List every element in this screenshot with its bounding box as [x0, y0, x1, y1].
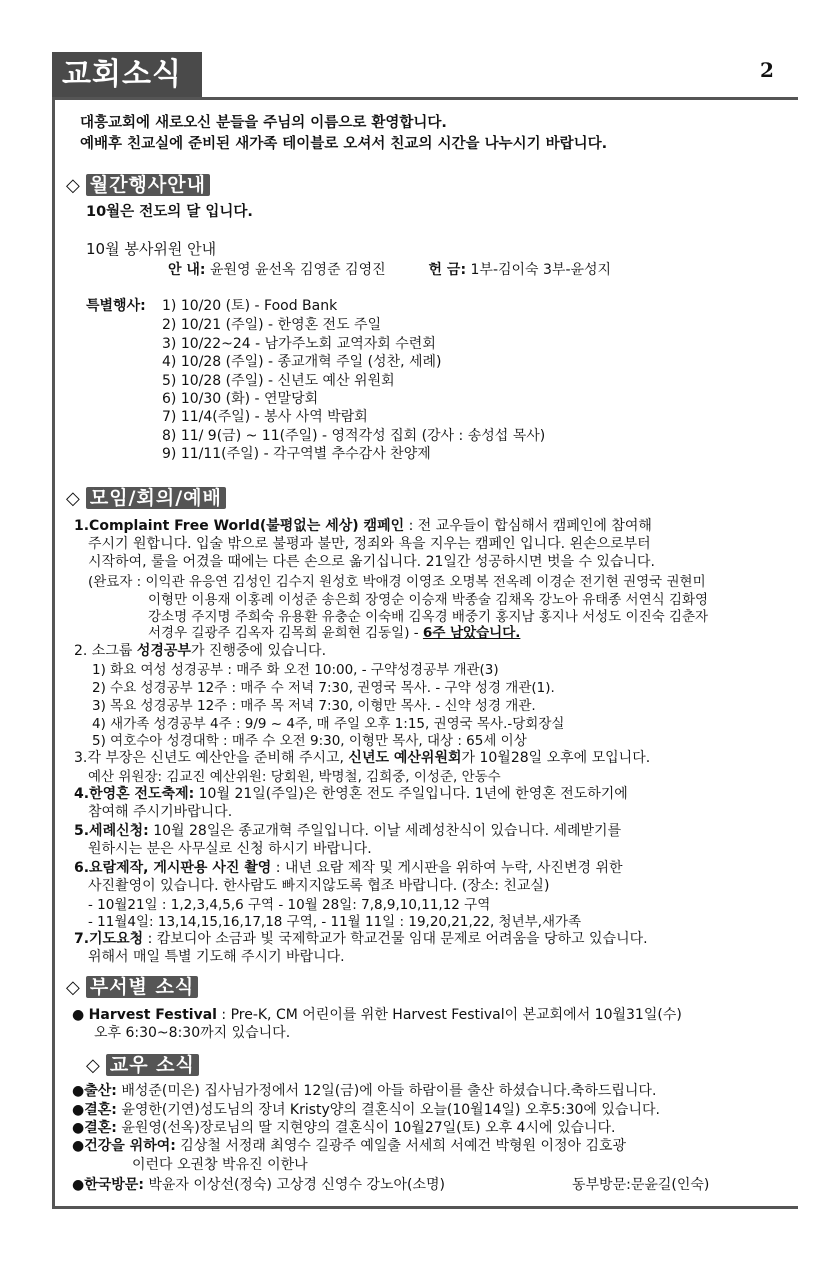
health-bold: 건강을 위하여: — [84, 1138, 176, 1154]
offering-names: 1부-김이숙 3부-윤성지 — [470, 262, 612, 278]
completers-names: 서경우 길광주 김옥자 김목희 윤희현 김동일) - — [148, 625, 423, 641]
wedding-bold: 결혼: — [84, 1102, 117, 1118]
completers-line-3: 강소명 주지명 주희숙 유용환 유충순 이숙배 김옥경 배중기 홍지남 홍지나 서성도 이진숙 김춘자 — [148, 609, 709, 625]
harvest-text: : Pre-K, CM 어린이를 위한 Harvest Festival이 본교회에서 10월31일(수) — [216, 1007, 682, 1023]
evangelism-bold: 4.한영혼 전도축제: — [74, 786, 195, 802]
page-title: 교회소식 — [52, 52, 202, 97]
harvest-bold: Harvest Festival — [88, 1007, 217, 1023]
birth-bold: 출산: — [84, 1083, 117, 1099]
volunteer-line — [168, 259, 611, 279]
wedding-text: 윤영한(기연)성도님의 장녀 Kristy양의 결혼식이 오늘(10월14일) 오후5:30에 있습니다. — [116, 1102, 660, 1118]
cfw-line-3: 시작하여, 룰을 어겼을 때에는 다른 손으로 옮기십니다. 21일간 성공하시면 벗을 수 있습니다. — [88, 554, 655, 570]
welcome-line-1: 대흥교회에 새로오신 분들을 주님의 이름으로 환영합니다. — [80, 115, 447, 131]
cfw-text: : 전 교우들이 합심해서 캠페인에 참여해 — [404, 518, 652, 534]
wedding-line-1 — [72, 1099, 660, 1119]
baptism-text: 10월 28일은 종교개혁 주일입니다. 이날 세례성찬식이 있습니다. 세례받기를 — [148, 823, 622, 839]
event-item: 4) 10/28 (주일) - 종교개혁 주일 (성찬, 세례) — [162, 354, 442, 370]
event-item: 3) 10/22~24 - 남가주노회 교역자회 수련회 — [162, 336, 436, 352]
bible-item: 5) 여호수아 성경대학 : 매주 수 오전 9:30, 이형만 목사, 대상 : 65세 이상 — [92, 733, 527, 749]
section-departments — [66, 972, 198, 999]
wedding-text: 윤원영(선옥)장로님의 딸 지현양의 결혼식이 10월27일(토) 오후 4시에 있습니다. — [116, 1120, 616, 1136]
page-number: 2 — [760, 58, 774, 82]
cfw-heading: 1.Complaint Free World(불평없는 세상) 캠페인 — [74, 518, 405, 534]
bible-post: 가 진행중에 있습니다. — [190, 643, 327, 659]
bullet-icon: ● — [72, 1102, 85, 1118]
health-text: 김상철 서정래 최영수 길광주 예일출 서세희 서예건 박형원 이정아 김호광 — [175, 1138, 627, 1154]
diamond-icon: ◇ — [66, 175, 80, 196]
section-meetings — [66, 483, 226, 510]
photo-line-1 — [74, 857, 623, 877]
section-meetings-label: 모임/회의/예배 — [86, 487, 226, 509]
guide-names: 윤원영 윤선옥 김영준 김영진 — [209, 262, 386, 278]
left-border — [52, 97, 55, 1209]
event-item: 1) 10/20 (토) - Food Bank — [162, 298, 338, 314]
cfw-line-2: 주시기 원합니다. 입술 밖으로 불평과 불만, 정죄와 욕을 지우는 캠페인 입니다. 왼손으로부터 — [88, 536, 651, 552]
special-events-label: 특별행사: — [86, 298, 146, 314]
korea-bold: 한국방문: — [84, 1177, 144, 1193]
health-line-1 — [72, 1135, 626, 1155]
section-departments-label: 부서별 소식 — [86, 976, 198, 998]
bullet-icon: ● — [72, 1120, 85, 1136]
budget-pre: 3.각 부장은 신년도 예산안을 준비해 주시고, — [74, 750, 349, 766]
bible-item: 4) 새가족 성경공부 4주 : 9/9 ~ 4주, 매 주일 오후 1:15, 권영국 목사.-당회장실 — [92, 716, 565, 732]
completers-line-2: 이형만 이용재 이홍례 이성준 송은희 장영순 이승재 박종술 김채옥 강노아 유태종 서연식 김화영 — [148, 592, 709, 608]
bible-pre: 2. 소그룹 — [74, 643, 137, 659]
event-item: 7) 11/4(주일) - 봉사 사역 박람회 — [162, 409, 368, 425]
evangelism-line-2: 참여해 주시기바랍니다. — [88, 804, 233, 820]
wedding-bold: 결혼: — [84, 1120, 117, 1136]
diamond-icon: ◇ — [66, 488, 80, 509]
birth-text: 배성준(미은) 집사님가정에서 12일(금)에 아들 하람이를 출산 하셨습니다.축하드립니다. — [116, 1083, 657, 1099]
welcome-line-2: 예배후 친교실에 준비된 새가족 테이블로 오셔서 친교의 시간을 나누시기 바랍니다. — [80, 136, 608, 152]
korea-text: 박윤자 이상선(정숙) 고상경 신영수 강노아(소명) — [143, 1177, 445, 1193]
bible-study-heading — [74, 640, 326, 660]
photo-line-4: - 11월4일: 13,14,15,16,17,18 구역, - 11월 11일 : 19,20,21,22, 청년부,새가족 — [88, 914, 582, 930]
baptism-line-2: 원하시는 분은 사무실로 신청 하시기 바랍니다. — [88, 841, 372, 857]
bible-item: 2) 수요 성경공부 12주 : 매주 수 저녁 7:30, 권영국 목사. - 구약 성경 개관(1). — [92, 680, 555, 696]
bible-item: 1) 화요 여성 성경공부 : 매주 화 오전 10:00, - 구약성경공부 개관(3) — [92, 662, 499, 678]
evangelism-month: 10월은 전도의 달 입니다. — [86, 204, 253, 220]
harvest-line-1 — [72, 1004, 682, 1024]
photo-line-2: 사진촬영이 있습니다. 한사람도 빠지지않도록 협조 바랍니다. (장소: 친교실) — [88, 878, 550, 894]
budget-line-2: 예산 위원장: 김교진 예산위원: 당회원, 박명철, 김희중, 이성준, 안동수 — [88, 769, 501, 785]
bible-item: 3) 목요 성경공부 12주 : 매주 목 저녁 7:30, 이형만 목사. - 신약 성경 개관. — [92, 698, 536, 714]
bullet-icon: ● — [72, 1138, 85, 1154]
cfw-line-1 — [74, 515, 652, 535]
bible-bold: 성경공부 — [136, 643, 191, 659]
korea-visit-line — [72, 1174, 445, 1194]
section-monthly-label: 월간행사안내 — [86, 174, 210, 196]
east-visit: 동부방문:문윤길(인숙) — [572, 1177, 710, 1193]
completers-line-4 — [148, 621, 520, 641]
prayer-bold: 7.기도요청 — [74, 931, 144, 947]
birth-line — [72, 1080, 656, 1100]
photo-bold: 6.요람제작, 게시판용 사진 촬영 — [74, 860, 272, 876]
header-divider — [52, 97, 798, 100]
bullet-icon: ● — [72, 1083, 85, 1099]
event-item: 2) 10/21 (주일) - 한영혼 전도 주일 — [162, 317, 382, 333]
section-members-label: 교우 소식 — [106, 1054, 199, 1076]
diamond-icon: ◇ — [66, 977, 80, 998]
diamond-icon: ◇ — [86, 1055, 100, 1076]
evangelism-text: 10월 21일(주일)은 한영혼 전도 주일입니다. 1년에 한영혼 전도하기에 — [194, 786, 628, 802]
event-item: 5) 10/28 (주일) - 신년도 예산 위원회 — [162, 373, 395, 389]
event-item: 9) 11/11(주일) - 각구역별 추수감사 찬양제 — [162, 446, 431, 462]
wedding-line-2 — [72, 1117, 616, 1137]
weeks-remaining: 6주 남았습니다. — [422, 625, 521, 641]
guide-label: 안 내: — [168, 262, 206, 278]
evangelism-line-1 — [74, 783, 628, 803]
budget-line-1 — [74, 747, 650, 767]
baptism-line-1 — [74, 820, 621, 840]
event-item: 6) 10/30 (화) - 연말당회 — [162, 391, 319, 407]
bullet-icon: ● — [72, 1177, 85, 1193]
footer-divider — [52, 1206, 798, 1209]
completers-line-1: (완료자 : 이익관 유응연 김성인 김수지 원성호 박애경 이영조 오명복 전옥례 이경순 전기현 권영국 권현미 — [88, 574, 706, 590]
health-line-2: 이런다 오권창 박유진 이한나 — [132, 1157, 308, 1173]
budget-bold: 신년도 예산위원회 — [348, 750, 462, 766]
harvest-line-2: 오후 6:30~8:30까지 있습니다. — [94, 1025, 291, 1041]
event-item: 8) 11/ 9(금) ~ 11(주일) - 영적각성 집회 (강사 : 송성섭 목사) — [162, 428, 546, 444]
baptism-bold: 5.세례신청: — [74, 823, 149, 839]
budget-post: 가 10월28일 오후에 모입니다. — [461, 750, 651, 766]
volunteer-title: 10월 봉사위원 안내 — [86, 240, 217, 258]
offering-label: 헌 금: — [428, 262, 467, 278]
prayer-line-2: 위해서 매일 특별 기도해 주시기 바랍니다. — [88, 949, 345, 965]
section-monthly — [66, 170, 210, 197]
bullet-icon: ● — [72, 1007, 89, 1023]
prayer-line-1 — [74, 928, 648, 948]
section-members — [86, 1050, 199, 1077]
prayer-text: : 캄보디아 소금과 빛 국제학교가 학교건물 임대 문제로 어려움을 당하고 있습니다. — [143, 931, 648, 947]
photo-line-3: - 10월21일 : 1,2,3,4,5,6 구역 - 10월 28일: 7,8,9,10,11,12 구역 — [88, 897, 491, 913]
photo-text: : 내년 요람 제작 및 게시판을 위하여 누락, 사진변경 위한 — [271, 860, 623, 876]
